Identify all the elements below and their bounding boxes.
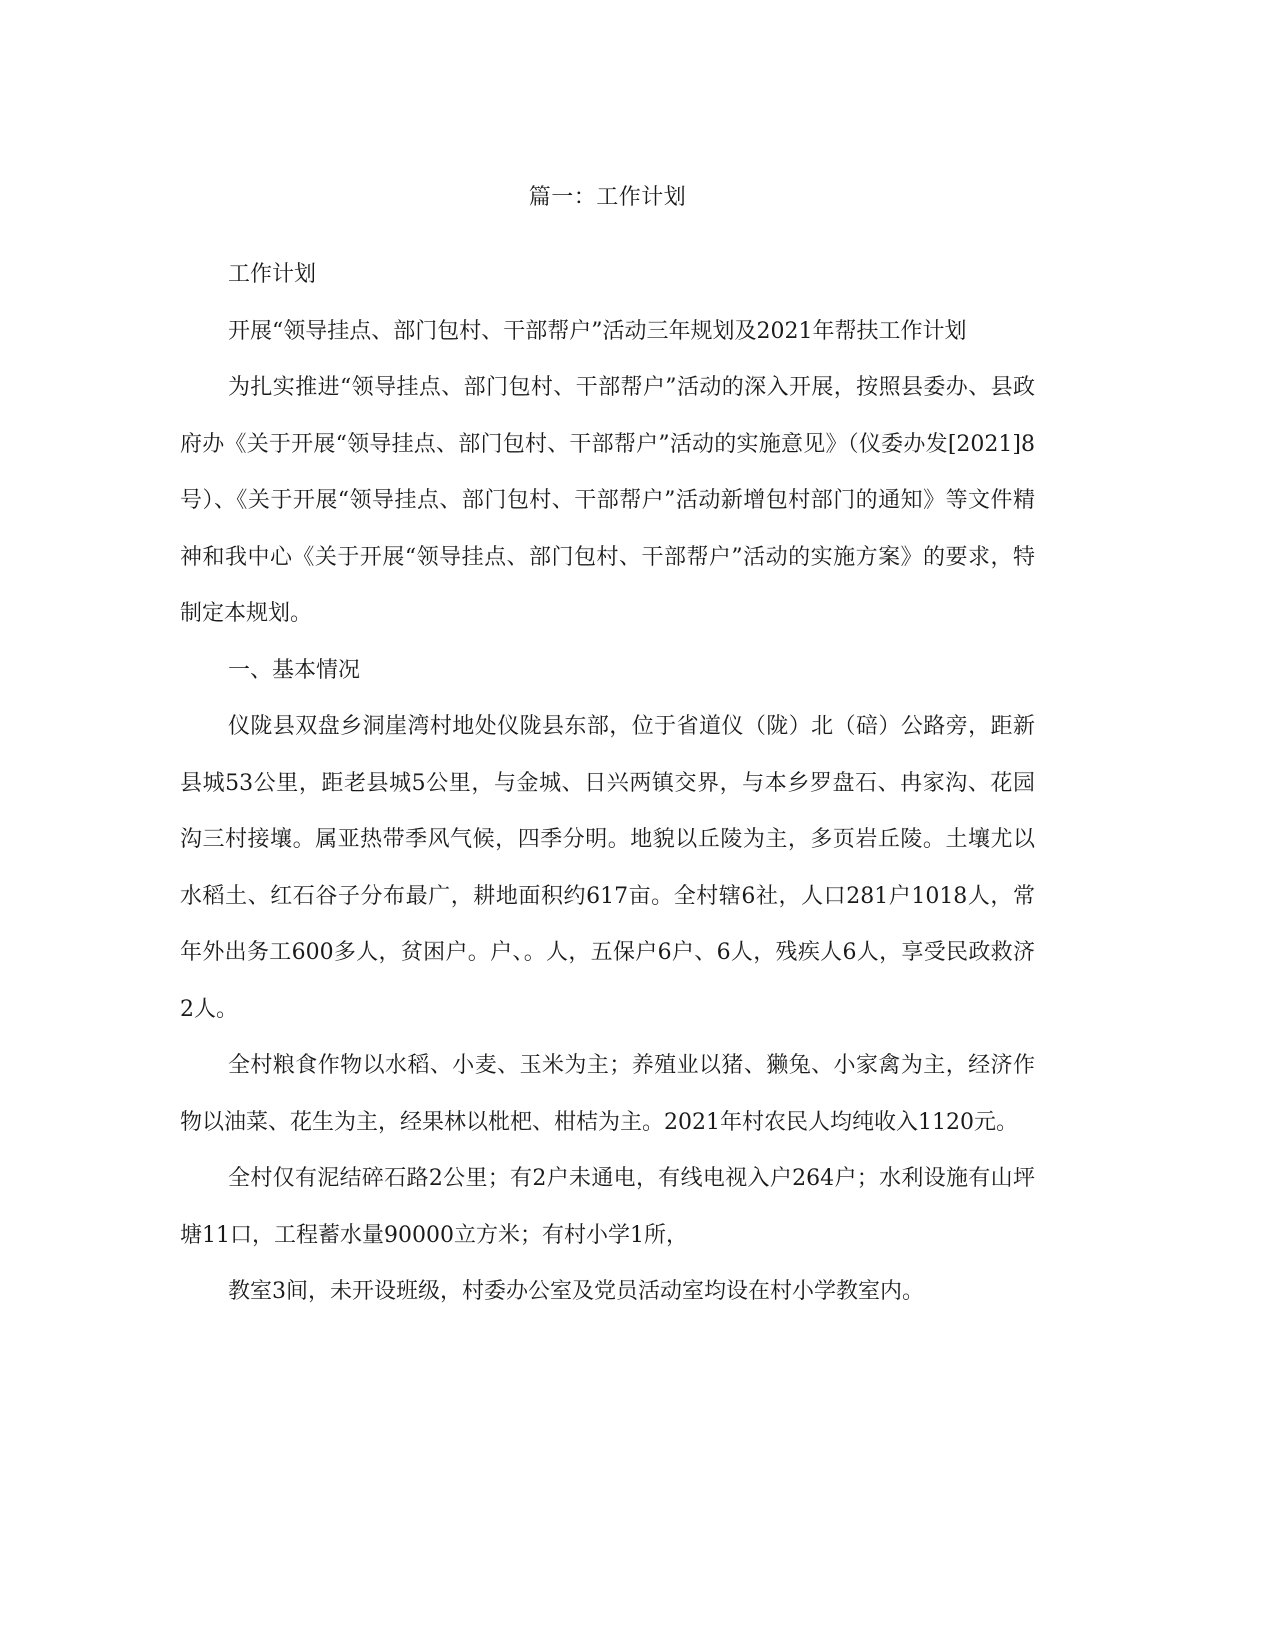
paragraph-plan-title: 开展“领导挂点、部门包村、干部帮户”活动三年规划及2021年帮扶工作计划 bbox=[228, 318, 967, 344]
paragraph-intro: 为扎实推进“领导挂点、部门包村、干部帮户”活动的深入开展，按照县委办、县政府办《关于开展“领导挂点、部门包村、干部帮户”活动的实施意见》（仪委办发[2021]8号）、《关于开展“领导挂点、部门包村、干部帮户”活动新增包村部门的通知》等文件精神和我中心《关于开展“领导挂点、部门包村、干部帮户”活动的实施方案》的要求，特制定本规划。 bbox=[180, 375, 1035, 626]
paragraph-crops: 全村粮食作物以水稻、小麦、玉米为主；养殖业以猪、獭兔、小家禽为主，经济作物以油菜、花生为主，经果林以枇杷、柑桔为主。2021年村农民人均纯收入1120元。 bbox=[180, 1053, 1035, 1135]
document-page bbox=[180, 0, 1035, 1650]
document-body bbox=[180, 247, 1035, 1321]
section-heading-basic: 一、基本情况 bbox=[228, 657, 361, 683]
paragraph-heading: 工作计划 bbox=[228, 262, 317, 287]
document-title: 篇一：工作计划 bbox=[528, 185, 687, 210]
paragraph-infrastructure: 全村仅有泥结碎石路2公里；有2户未通电，有线电视入户264户；水利设施有山坪塘11口，工程蓄水量90000立方米；有村小学1所， bbox=[180, 1166, 1035, 1248]
paragraph-location: 仪陇县双盘乡洞崖湾村地处仪陇县东部，位于省道仪（陇）北（碚）公路旁，距新县城53公里，距老县城5公里，与金城、日兴两镇交界，与本乡罗盘石、冉家沟、花园沟三村接壤。属亚热带季风气候，四季分明。地貌以丘陵为主，多页岩丘陵。土壤尤以水稻土、红石谷子分布最广，耕地面积约617亩。全村辖6社，人口281户1018人，常年外出务工600多人，贫困户。户、。人，五保户6户、6人，残疾人6人，享受民政救济2人。 bbox=[180, 714, 1035, 1022]
paragraph-school: 教室3间，未开设班级，村委办公室及党员活动室均设在村小学教室内。 bbox=[228, 1279, 924, 1304]
